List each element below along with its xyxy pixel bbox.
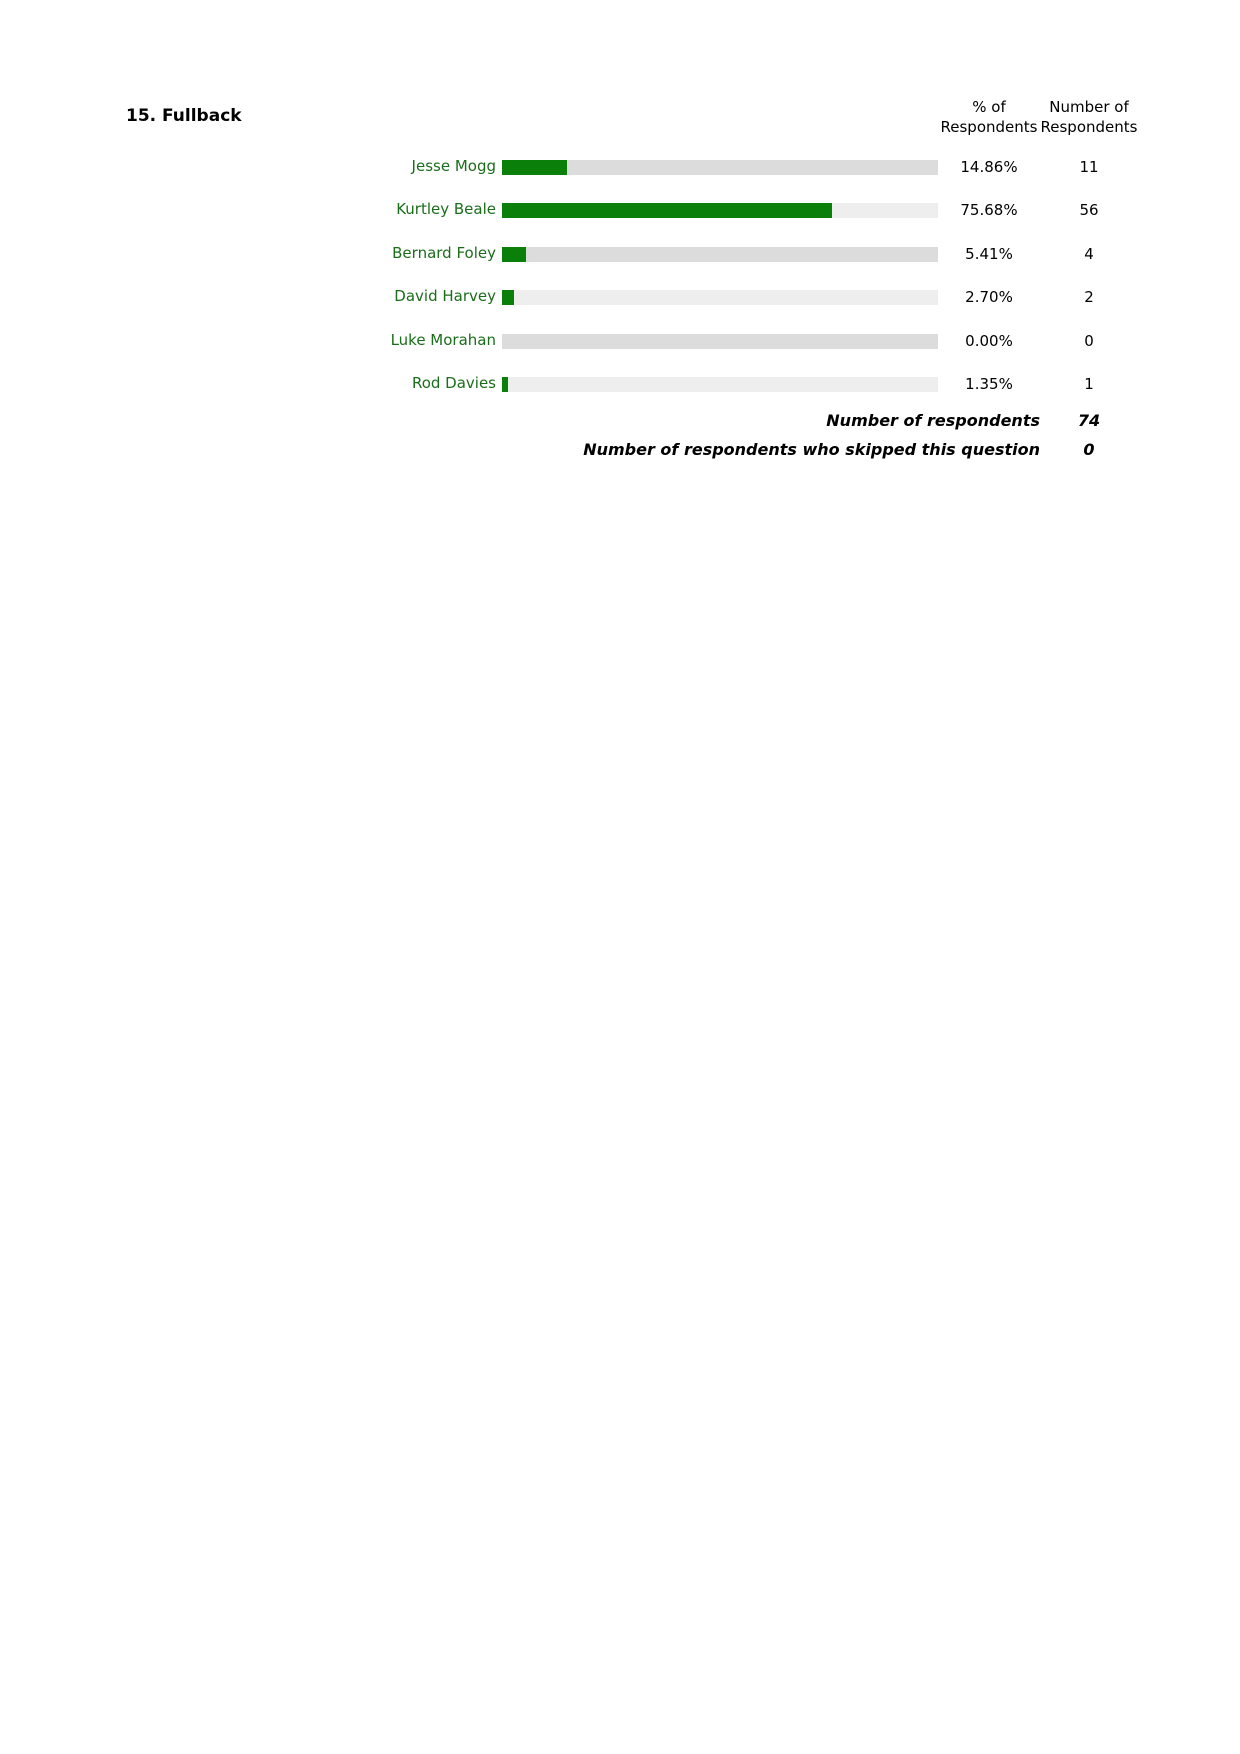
respondents-value: 74 [1077,411,1101,430]
category-label: Bernard Foley [392,243,496,262]
bar-track [502,290,938,305]
bar-track [502,334,938,349]
bar [502,203,832,218]
chart-row [0,287,1240,307]
count-header-line-2: Respondents [1040,118,1138,136]
category-label: Luke Morahan [390,330,496,349]
pct-header-line-1: % of [972,98,1006,116]
bar-track [502,247,938,262]
bar [502,377,508,392]
category-label: Kurtley Beale [396,200,496,219]
count-value: 4 [1084,244,1094,263]
category-label: Rod Davies [411,374,496,392]
skipped-summary [0,440,1240,462]
category-label: Jesse Mogg [411,157,496,175]
percent-value: 1.35% [965,375,1013,393]
percent-value: 75.68% [960,201,1018,220]
bar [502,247,526,262]
pct-header-line-2: Respondents [940,118,1038,136]
bar-track [502,203,938,218]
skipped-value: 0 [1083,440,1095,459]
chart-row [0,244,1240,264]
chart-row [0,374,1240,394]
count-value: 11 [1079,158,1099,176]
chart-row [0,157,1240,177]
bar [502,160,567,175]
bar [502,290,514,305]
count-value: 2 [1084,288,1094,307]
chart-row [0,200,1240,220]
skipped-label: Number of respondents who skipped this question [583,440,1040,459]
percent-value: 0.00% [965,331,1013,350]
question-title: 15. Fullback [126,106,242,126]
count-value: 0 [1084,331,1094,350]
category-label: David Harvey [394,287,496,306]
respondents-label: Number of respondents [826,411,1040,430]
respondents-summary [0,411,1240,433]
bar-track [502,377,938,392]
count-value: 56 [1079,201,1099,220]
count-header-line-1: Number of [1049,98,1129,116]
percent-value: 14.86% [960,158,1018,176]
bar-track [502,160,938,175]
percent-value: 5.41% [965,244,1013,263]
pct-column-header [934,97,1044,137]
count-value: 1 [1084,375,1094,393]
chart-row [0,331,1240,351]
percent-value: 2.70% [965,288,1013,307]
count-column-header [1034,97,1144,137]
